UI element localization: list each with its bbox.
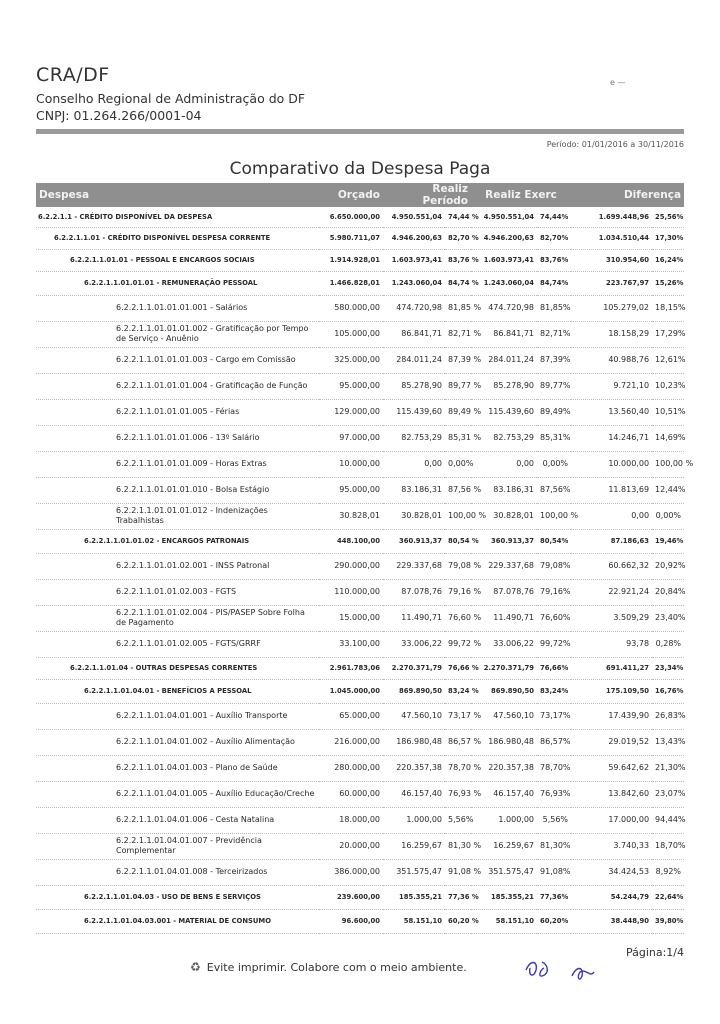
cell-pct-exerc: 79,16% [537, 579, 571, 605]
cell-diferenca: 1.034.510,44 [571, 227, 652, 249]
cell-realiz-exerc: 186.980,48 [471, 729, 537, 755]
row-description: 6.2.2.1.1.01.04 - OUTRAS DESPESAS CORRENTES [36, 657, 319, 679]
footer-note [190, 960, 467, 974]
cell-orcado: 96.600,00 [319, 909, 383, 933]
header-divider [36, 129, 684, 134]
cell-realiz-exerc: 474.720,98 [471, 295, 537, 321]
row-description: 6.2.2.1.1.01.01.01.010 - Bolsa Estágio [36, 477, 319, 503]
table-row [36, 631, 684, 657]
cell-realiz-periodo: 1.603.973,41 [383, 249, 445, 271]
row-description: 6.2.2.1.1 - CRÉDITO DISPONÍVEL DA DESPESA [36, 207, 319, 227]
cell-diferenca: 13.842,60 [571, 781, 652, 807]
cell-realiz-periodo: 186.980,48 [383, 729, 445, 755]
cell-pct-exerc: 83,24% [537, 679, 571, 703]
cell-diferenca: 54.244,79 [571, 885, 652, 909]
cell-realiz-exerc: 83.186,31 [471, 477, 537, 503]
cell-realiz-periodo: 474.720,98 [383, 295, 445, 321]
table-row [36, 605, 684, 631]
cell-pct-periodo: 86,57 % [445, 729, 471, 755]
cell-diferenca: 40.988,76 [571, 347, 652, 373]
cell-pct-exerc: 5,56% [537, 807, 571, 833]
cell-diferenca: 60.662,32 [571, 553, 652, 579]
cell-realiz-periodo: 82.753,29 [383, 425, 445, 451]
table-row [36, 579, 684, 605]
cell-pct-periodo: 5,56% [445, 807, 471, 833]
cell-pct-diferenca: 25,56% [652, 207, 684, 227]
cell-orcado: 1.045.000,00 [319, 679, 383, 703]
table-body [36, 207, 694, 933]
cell-realiz-periodo: 83.186,31 [383, 477, 445, 503]
cell-realiz-exerc: 16.259,67 [471, 833, 537, 859]
cell-realiz-periodo: 85.278,90 [383, 373, 445, 399]
cell-realiz-exerc: 360.913,37 [471, 529, 537, 553]
cell-realiz-exerc: 11.490,71 [471, 605, 537, 631]
cell-diferenca: 175.109,50 [571, 679, 652, 703]
row-description: 6.2.2.1.1.01.04.01.008 - Terceirizados [36, 859, 319, 885]
table-row [36, 425, 684, 451]
cell-pct-exerc: 0,00% [537, 451, 571, 477]
cell-orcado: 325.000,00 [319, 347, 383, 373]
row-description: 6.2.2.1.1.01.01.01.012 - Indenizações Trabalhistas [36, 503, 319, 529]
cell-realiz-exerc: 46.157,40 [471, 781, 537, 807]
cell-realiz-periodo: 869.890,50 [383, 679, 445, 703]
cell-orcado: 105.000,00 [319, 321, 383, 347]
expense-table [36, 183, 694, 934]
cell-pct-periodo: 0,00% [445, 451, 471, 477]
cell-pct-diferenca: 17,29% [652, 321, 684, 347]
cell-orcado: 129.000,00 [319, 399, 383, 425]
cell-diferenca: 17.439,90 [571, 703, 652, 729]
column-header-orcado: Orçado [319, 183, 383, 207]
cell-diferenca: 29.019,52 [571, 729, 652, 755]
cell-realiz-exerc: 30.828,01 [471, 503, 537, 529]
cell-diferenca: 11.813,69 [571, 477, 652, 503]
cell-orcado: 65.000,00 [319, 703, 383, 729]
handwritten-signature [520, 948, 600, 988]
row-description: 6.2.2.1.1.01.01.02.001 - INSS Patronal [36, 553, 319, 579]
cell-pct-periodo: 91,08 % [445, 859, 471, 885]
cell-orcado: 5.980.711,07 [319, 227, 383, 249]
cell-orcado: 6.650.000,00 [319, 207, 383, 227]
cell-pct-diferenca: 23,40% [652, 605, 684, 631]
cell-realiz-exerc: 351.575,47 [471, 859, 537, 885]
cell-pct-exerc: 89,49% [537, 399, 571, 425]
row-description: 6.2.2.1.1.01.01.01.009 - Horas Extras [36, 451, 319, 477]
cell-orcado: 18.000,00 [319, 807, 383, 833]
cell-realiz-periodo: 47.560,10 [383, 703, 445, 729]
cell-diferenca: 3.740,33 [571, 833, 652, 859]
cell-pct-exerc: 81,85% [537, 295, 571, 321]
cell-pct-periodo: 80,54 % [445, 529, 471, 553]
table-row [36, 885, 684, 909]
footer-note-text: Evite imprimir. Colabore com o meio ambiente. [206, 961, 467, 974]
cell-realiz-exerc: 284.011,24 [471, 347, 537, 373]
cell-pct-exerc: 80,54% [537, 529, 571, 553]
cell-pct-exerc: 76,60% [537, 605, 571, 631]
table-row [36, 227, 684, 249]
cell-realiz-exerc: 0,00 [471, 451, 537, 477]
table-header-row [36, 183, 684, 207]
cell-pct-periodo: 99,72 % [445, 631, 471, 657]
column-header-despesa: Despesa [36, 183, 319, 207]
column-header-realiz-exerc: Realiz Exerc [471, 183, 571, 207]
cell-diferenca: 13.560,40 [571, 399, 652, 425]
table-row [36, 477, 684, 503]
cell-realiz-periodo: 87.078,76 [383, 579, 445, 605]
column-header-realiz-periodo: Realiz Período [383, 183, 471, 207]
cell-pct-diferenca: 20,84% [652, 579, 684, 605]
cell-pct-exerc: 60,20% [537, 909, 571, 933]
cell-diferenca: 34.424,53 [571, 859, 652, 885]
cell-realiz-periodo: 46.157,40 [383, 781, 445, 807]
cell-orcado: 20.000,00 [319, 833, 383, 859]
cell-realiz-exerc: 33.006,22 [471, 631, 537, 657]
cell-pct-diferenca: 21,30% [652, 755, 684, 781]
cell-pct-periodo: 89,49 % [445, 399, 471, 425]
column-header-diferenca: Diferença [571, 183, 684, 207]
cell-pct-exerc: 99,72% [537, 631, 571, 657]
table-row [36, 321, 684, 347]
cell-pct-exerc: 73,17% [537, 703, 571, 729]
cell-pct-exerc: 81,30% [537, 833, 571, 859]
table-row [36, 553, 684, 579]
cell-pct-periodo: 79,08 % [445, 553, 471, 579]
table-row [36, 657, 684, 679]
row-description: 6.2.2.1.1.01.01 - PESSOAL E ENCARGOS SOCIAIS [36, 249, 319, 271]
cell-pct-periodo: 77,36 % [445, 885, 471, 909]
cell-realiz-periodo: 86.841,71 [383, 321, 445, 347]
cell-pct-diferenca: 20,92% [652, 553, 684, 579]
cell-diferenca: 1.699.448,96 [571, 207, 652, 227]
row-description: 6.2.2.1.1.01.01.01 - REMUNERAÇÃO PESSOAL [36, 271, 319, 295]
cell-pct-exerc: 91,08% [537, 859, 571, 885]
row-description: 6.2.2.1.1.01.01.02.003 - FGTS [36, 579, 319, 605]
report-title: Comparativo da Despesa Paga [229, 159, 491, 179]
cell-pct-periodo: 76,66 % [445, 657, 471, 679]
row-description: 6.2.2.1.1.01.04.01.005 - Auxílio Educação/Creche [36, 781, 319, 807]
row-description: 6.2.2.1.1.01.04.01.003 - Plano de Saúde [36, 755, 319, 781]
table-row [36, 451, 684, 477]
cell-realiz-periodo: 58.151,10 [383, 909, 445, 933]
cell-pct-exerc: 87,39% [537, 347, 571, 373]
cell-pct-diferenca: 23,34% [652, 657, 684, 679]
cell-pct-periodo: 81,30 % [445, 833, 471, 859]
cell-realiz-exerc: 185.355,21 [471, 885, 537, 909]
cell-diferenca: 3.509,29 [571, 605, 652, 631]
cell-orcado: 15.000,00 [319, 605, 383, 631]
cell-pct-exerc: 77,36% [537, 885, 571, 909]
row-description: 6.2.2.1.1.01.01.01.002 - Gratificação por Tempo de Serviço - Anuênio [36, 321, 319, 347]
cell-pct-diferenca: 0,28% [652, 631, 684, 657]
cell-orcado: 216.000,00 [319, 729, 383, 755]
cell-pct-periodo: 73,17 % [445, 703, 471, 729]
cell-pct-periodo: 83,24 % [445, 679, 471, 703]
cell-realiz-periodo: 229.337,68 [383, 553, 445, 579]
cell-realiz-periodo: 16.259,67 [383, 833, 445, 859]
cell-diferenca: 223.767,97 [571, 271, 652, 295]
cell-realiz-exerc: 220.357,38 [471, 755, 537, 781]
cell-realiz-periodo: 4.950.551,04 [383, 207, 445, 227]
cell-orcado: 95.000,00 [319, 477, 383, 503]
cell-pct-diferenca: 15,26% [652, 271, 684, 295]
cell-pct-periodo: 87,56 % [445, 477, 471, 503]
cell-realiz-exerc: 82.753,29 [471, 425, 537, 451]
table-row [36, 909, 684, 933]
cell-diferenca: 17.000,00 [571, 807, 652, 833]
cell-pct-periodo: 83,76 % [445, 249, 471, 271]
cell-pct-exerc: 89,77% [537, 373, 571, 399]
cell-pct-periodo: 78,70 % [445, 755, 471, 781]
cell-diferenca: 87.186,63 [571, 529, 652, 553]
cell-pct-periodo: 81,85 % [445, 295, 471, 321]
cell-realiz-periodo: 11.490,71 [383, 605, 445, 631]
row-description: 6.2.2.1.1.01.01.01.005 - Férias [36, 399, 319, 425]
cell-realiz-periodo: 1.243.060,04 [383, 271, 445, 295]
cell-orcado: 386.000,00 [319, 859, 383, 885]
cell-diferenca: 38.448,90 [571, 909, 652, 933]
cell-pct-periodo: 60,20 % [445, 909, 471, 933]
cell-orcado: 30.828,01 [319, 503, 383, 529]
cell-realiz-periodo: 351.575,47 [383, 859, 445, 885]
cell-realiz-exerc: 2.270.371,79 [471, 657, 537, 679]
cell-pct-periodo: 76,93 % [445, 781, 471, 807]
cell-pct-periodo: 87,39 % [445, 347, 471, 373]
cell-pct-exerc: 78,70% [537, 755, 571, 781]
cell-pct-diferenca: 39,80% [652, 909, 684, 933]
cell-pct-diferenca: 94,44% [652, 807, 684, 833]
cell-pct-periodo: 82,71 % [445, 321, 471, 347]
row-description: 6.2.2.1.1.01.01.01.001 - Salários [36, 295, 319, 321]
cell-realiz-exerc: 58.151,10 [471, 909, 537, 933]
row-description: 6.2.2.1.1.01.01.01.006 - 13º Salário [36, 425, 319, 451]
cell-pct-diferenca: 0,00% [652, 503, 684, 529]
cell-pct-diferenca: 10,51% [652, 399, 684, 425]
cell-pct-diferenca: 100,00 % [652, 451, 684, 477]
cell-realiz-exerc: 115.439,60 [471, 399, 537, 425]
cell-pct-periodo: 74,44 % [445, 207, 471, 227]
table-row [36, 373, 684, 399]
cell-realiz-exerc: 86.841,71 [471, 321, 537, 347]
table-row [36, 807, 684, 833]
table-row [36, 249, 684, 271]
corner-mark: e — [610, 78, 626, 87]
row-description: 6.2.2.1.1.01.01.01.003 - Cargo em Comissão [36, 347, 319, 373]
table-row [36, 781, 684, 807]
cell-orcado: 448.100,00 [319, 529, 383, 553]
table-row [36, 755, 684, 781]
cell-pct-diferenca: 19,46% [652, 529, 684, 553]
cell-pct-exerc: 76,66% [537, 657, 571, 679]
row-description: 6.2.2.1.1.01.01.01.004 - Gratificação de Função [36, 373, 319, 399]
cell-orcado: 2.961.783,06 [319, 657, 383, 679]
cell-realiz-exerc: 229.337,68 [471, 553, 537, 579]
cell-pct-periodo: 82,70 % [445, 227, 471, 249]
cell-pct-periodo: 85,31 % [445, 425, 471, 451]
cell-realiz-periodo: 30.828,01 [383, 503, 445, 529]
row-description: 6.2.2.1.1.01.04.03.001 - MATERIAL DE CONSUMO [36, 909, 319, 933]
cell-orcado: 33.100,00 [319, 631, 383, 657]
cell-realiz-exerc: 869.890,50 [471, 679, 537, 703]
table-row [36, 207, 684, 227]
table-row [36, 295, 684, 321]
cell-diferenca: 93,78 [571, 631, 652, 657]
report-period: Período: 01/01/2016 a 30/11/2016 [546, 140, 684, 149]
row-description: 6.2.2.1.1.01.04.01.007 - Previdência Complementar [36, 833, 319, 859]
table-row [36, 399, 684, 425]
cell-realiz-periodo: 185.355,21 [383, 885, 445, 909]
cell-realiz-exerc: 87.078,76 [471, 579, 537, 605]
cell-pct-periodo: 76,60 % [445, 605, 471, 631]
cell-realiz-periodo: 360.913,37 [383, 529, 445, 553]
cell-pct-diferenca: 26,83% [652, 703, 684, 729]
cell-pct-diferenca: 12,61% [652, 347, 684, 373]
cell-pct-exerc: 87,56% [537, 477, 571, 503]
cell-orcado: 290.000,00 [319, 553, 383, 579]
cell-orcado: 10.000,00 [319, 451, 383, 477]
table-row [36, 679, 684, 703]
cell-pct-exerc: 84,74% [537, 271, 571, 295]
cell-realiz-periodo: 33.006,22 [383, 631, 445, 657]
cell-diferenca: 10.000,00 [571, 451, 652, 477]
cell-pct-periodo: 79,16 % [445, 579, 471, 605]
cell-diferenca: 9.721,10 [571, 373, 652, 399]
cell-pct-diferenca: 23,07% [652, 781, 684, 807]
table-row [36, 729, 684, 755]
cell-diferenca: 105.279,02 [571, 295, 652, 321]
row-description: 6.2.2.1.1.01.04.01.001 - Auxílio Transporte [36, 703, 319, 729]
cell-realiz-exerc: 4.946.200,63 [471, 227, 537, 249]
cell-realiz-periodo: 4.946.200,63 [383, 227, 445, 249]
row-description: 6.2.2.1.1.01.04.01.006 - Cesta Natalina [36, 807, 319, 833]
cell-realiz-exerc: 1.000,00 [471, 807, 537, 833]
cell-orcado: 97.000,00 [319, 425, 383, 451]
cell-pct-diferenca: 12,44% [652, 477, 684, 503]
cell-diferenca: 0,00 [571, 503, 652, 529]
cell-pct-exerc: 82,71% [537, 321, 571, 347]
cell-pct-periodo: 84,74 % [445, 271, 471, 295]
cell-realiz-periodo: 2.270.371,79 [383, 657, 445, 679]
cell-pct-exerc: 83,76% [537, 249, 571, 271]
cell-diferenca: 691.411,27 [571, 657, 652, 679]
cell-diferenca: 310.954,60 [571, 249, 652, 271]
table-row [36, 703, 684, 729]
cell-diferenca: 22.921,24 [571, 579, 652, 605]
cell-diferenca: 14.246,71 [571, 425, 652, 451]
cell-orcado: 580.000,00 [319, 295, 383, 321]
organization-header [36, 64, 305, 124]
cell-realiz-exerc: 1.243.060,04 [471, 271, 537, 295]
table-row [36, 833, 684, 859]
cell-realiz-periodo: 1.000,00 [383, 807, 445, 833]
cell-realiz-exerc: 47.560,10 [471, 703, 537, 729]
table-row [36, 859, 684, 885]
table-row [36, 529, 684, 553]
cell-realiz-periodo: 284.011,24 [383, 347, 445, 373]
cell-orcado: 95.000,00 [319, 373, 383, 399]
row-description: 6.2.2.1.1.01 - CRÉDITO DISPONÍVEL DESPESA CORRENTE [36, 227, 319, 249]
org-name: Conselho Regional de Administração do DF [36, 91, 306, 106]
cell-realiz-exerc: 4.950.551,04 [471, 207, 537, 227]
cell-diferenca: 18.158,29 [571, 321, 652, 347]
row-description: 6.2.2.1.1.01.04.01 - BENEFÍCIOS A PESSOAL [36, 679, 319, 703]
cell-pct-exerc: 79,08% [537, 553, 571, 579]
cell-realiz-exerc: 85.278,90 [471, 373, 537, 399]
recycle-icon: ♻ [190, 960, 201, 974]
row-description: 6.2.2.1.1.01.04.03 - USO DE BENS E SERVIÇOS [36, 885, 319, 909]
cell-pct-exerc: 86,57% [537, 729, 571, 755]
cell-orcado: 1.914.928,01 [319, 249, 383, 271]
cell-orcado: 280.000,00 [319, 755, 383, 781]
cell-orcado: 239.600,00 [319, 885, 383, 909]
cell-realiz-periodo: 0,00 [383, 451, 445, 477]
cell-pct-diferenca: 8,92% [652, 859, 684, 885]
table-row [36, 271, 684, 295]
cell-pct-exerc: 74,44% [537, 207, 571, 227]
cell-pct-diferenca: 10,23% [652, 373, 684, 399]
cell-pct-diferenca: 16,24% [652, 249, 684, 271]
cell-pct-diferenca: 14,69% [652, 425, 684, 451]
table-row [36, 503, 684, 529]
row-description: 6.2.2.1.1.01.01.02 - ENCARGOS PATRONAIS [36, 529, 319, 553]
org-title: CRA/DF [36, 64, 110, 86]
org-cnpj: CNPJ: 01.264.266/0001-04 [36, 108, 202, 123]
row-description: 6.2.2.1.1.01.01.02.005 - FGTS/GRRF [36, 631, 319, 657]
cell-pct-exerc: 100,00 % [537, 503, 571, 529]
row-description: 6.2.2.1.1.01.01.02.004 - PIS/PASEP Sobre Folha de Pagamento [36, 605, 319, 631]
cell-pct-exerc: 76,93% [537, 781, 571, 807]
cell-pct-diferenca: 13,43% [652, 729, 684, 755]
page-number: Página:1/4 [625, 946, 684, 959]
cell-pct-diferenca: 18,70% [652, 833, 684, 859]
cell-realiz-periodo: 220.357,38 [383, 755, 445, 781]
cell-pct-diferenca: 17,30% [652, 227, 684, 249]
cell-realiz-exerc: 1.603.973,41 [471, 249, 537, 271]
cell-orcado: 1.466.828,01 [319, 271, 383, 295]
cell-pct-exerc: 85,31% [537, 425, 571, 451]
cell-orcado: 60.000,00 [319, 781, 383, 807]
cell-pct-diferenca: 16,76% [652, 679, 684, 703]
cell-pct-diferenca: 22,64% [652, 885, 684, 909]
row-description: 6.2.2.1.1.01.04.01.002 - Auxílio Alimentação [36, 729, 319, 755]
cell-realiz-periodo: 115.439,60 [383, 399, 445, 425]
cell-pct-periodo: 89,77 % [445, 373, 471, 399]
cell-orcado: 110.000,00 [319, 579, 383, 605]
cell-pct-diferenca: 18,15% [652, 295, 684, 321]
cell-pct-periodo: 100,00 % [445, 503, 471, 529]
cell-pct-exerc: 82,70% [537, 227, 571, 249]
cell-diferenca: 59.642,62 [571, 755, 652, 781]
table-row [36, 347, 684, 373]
